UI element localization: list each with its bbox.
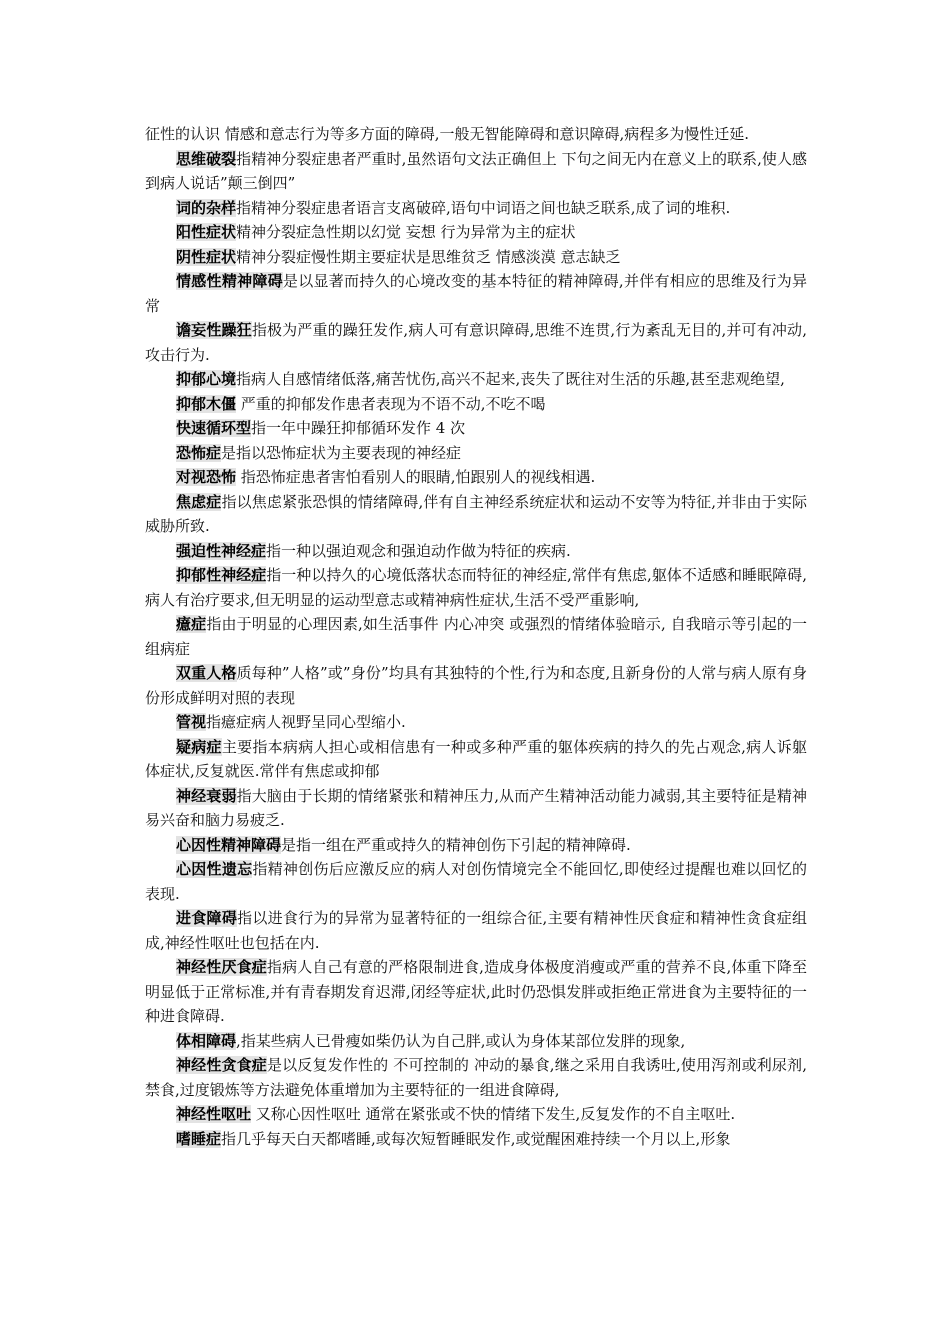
entry-definition: 指精神分裂症患者语言支离破碎,语句中词语之间也缺乏联系,成了词的堆积. — [236, 198, 731, 217]
entry-definition: 指大脑由于长期的情绪紧张和精神压力,从而产生精神活动能力减弱,其主要特征是精神易兴奋和脑力易疲乏. — [145, 786, 807, 829]
entry-term: 癔症 — [176, 615, 207, 633]
entry-paragraph — [145, 1102, 807, 1127]
entry-definition: 严重的抑郁发作患者表现为不语不动,不吃不喝 — [236, 394, 546, 413]
entry-definition: 精神分裂症慢性期主要症状是思维贫乏 情感淡漠 意志缺乏 — [236, 247, 621, 266]
entry-term: 强迫性神经症 — [176, 541, 267, 560]
entry-term: 神经性贪食症 — [176, 1056, 267, 1074]
entry-definition: 指几乎每天白天都嗜睡,或每次短暂睡眠发作,或觉醒困难持续一个月以上,形象 — [221, 1129, 731, 1148]
entry-term: 谵妄性躁狂 — [176, 321, 252, 339]
entry-definition: 指精神分裂症患者严重时,虽然语句文法正确但上 下句之间无内在意义上的联系,使人感到病人说话”颠三倒四” — [145, 149, 807, 192]
entry-term: 阴性症状 — [176, 247, 237, 266]
entry-definition: 指病人自己有意的严格限制进食,造成身体极度消瘦或严重的营养不良,体重下降至明显低于正常标准,并有青春期发育迟滞,闭经等症状,此时仍恐惧发胖或拒绝正常进食为主要特征的一种进食障碍. — [145, 958, 807, 1025]
entry-term: 思维破裂 — [176, 149, 237, 168]
entry-paragraph — [145, 539, 807, 564]
intro-paragraph: 征性的认识 情感和意志行为等多方面的障碍,一般无智能障碍和意识障碍,病程多为慢性迁延. — [145, 125, 750, 143]
entry-definition: 指恐怖症患者害怕看别人的眼睛,怕跟别人的视线相遇. — [236, 468, 596, 486]
entry-term: 词的杂样 — [176, 198, 237, 217]
entry-term: 疑病症 — [176, 737, 222, 756]
entry-definition: 指一种以持久的心境低落状态而特征的神经症,常伴有焦虑,躯体不适感和睡眠障碍,病人有治疗要求,但无明显的运动型意志或精神病性症状,生活不受严重影响, — [145, 566, 807, 609]
entry-paragraph — [145, 661, 807, 710]
entry-paragraph — [145, 318, 807, 367]
entry-term: 体相障碍 — [176, 1031, 237, 1050]
entry-paragraph — [145, 416, 807, 441]
entry-term: 神经性厌食症 — [176, 958, 267, 976]
entry-term: 快速循环型 — [176, 419, 252, 437]
entry-paragraph — [145, 906, 807, 955]
entry-term: 阳性症状 — [176, 223, 237, 241]
entry-paragraph — [145, 735, 807, 784]
entry-definition: 是指以恐怖症状为主要表现的神经症 — [221, 443, 462, 462]
document-page — [145, 122, 807, 1151]
entry-paragraph — [145, 710, 807, 735]
entry-term: 神经衰弱 — [176, 786, 237, 805]
entry-term: 抑郁性神经症 — [176, 566, 267, 584]
entry-term: 对视恐怖 — [176, 468, 237, 486]
entry-term: 焦虑症 — [176, 492, 222, 511]
entry-paragraph — [145, 392, 807, 417]
entry-paragraph — [145, 245, 807, 270]
entry-paragraph — [145, 1029, 807, 1054]
entry-term: 抑郁木僵 — [176, 394, 237, 413]
entry-definition: 指一年中躁狂抑郁循环发作 4 次 — [251, 419, 466, 437]
entry-paragraph — [145, 784, 807, 833]
entry-paragraph — [145, 196, 807, 221]
entry-paragraph — [145, 490, 807, 539]
entry-term: 进食障碍 — [176, 909, 238, 927]
entry-definition: ,指某些病人已骨瘦如柴仍认为自己胖,或认为身体某部位发胖的现象, — [236, 1031, 686, 1050]
entry-definition: 主要指本病病人担心或相信患有一种或多种严重的躯体疾病的持久的先占观念,病人诉躯体症状,反复就医.常伴有焦虑或抑郁 — [145, 737, 807, 780]
entry-definition: 指以焦虑紧张恐惧的情绪障碍,伴有自主神经系统症状和运动不安等为特征,并非由于实际威胁所致. — [145, 492, 807, 535]
entry-term: 恐怖症 — [176, 443, 222, 462]
entry-paragraph — [145, 147, 807, 196]
entry-definition: 是以反复发作性的 不可控制的 冲动的暴食,继之采用自我诱吐,使用泻剂或利尿剂,禁食,过度锻炼等方法避免体重增加为主要特征的一组进食障碍, — [145, 1056, 807, 1099]
entry-definition: 指以进食行为的异常为显著特征的一组综合征,主要有精神性厌食症和精神性贪食症组成,神经性呕吐也包括在内. — [145, 909, 807, 952]
entry-paragraph — [145, 857, 807, 906]
entry-term: 神经性呕吐 — [176, 1105, 252, 1123]
entry-paragraph — [145, 833, 807, 858]
entry-term: 双重人格 — [176, 664, 237, 682]
entry-term: 心因性遗忘 — [176, 860, 253, 878]
entry-paragraph — [145, 367, 807, 392]
entry-definition: 指由于明显的心理因素,如生活事件 内心冲突 或强烈的情绪体验暗示, 自我暗示等引起的一组病症 — [145, 615, 807, 658]
entry-paragraph — [145, 612, 807, 661]
entry-term: 管视 — [176, 713, 207, 731]
entry-definition: 是指一组在严重或持久的精神创伤下引起的精神障碍. — [281, 835, 631, 854]
entry-paragraph — [145, 955, 807, 1029]
entry-term: 情感性精神障碍 — [176, 272, 283, 290]
entry-definition: 是以显著而持久的心境改变的基本特征的精神障碍,并伴有相应的思维及行为异常 — [145, 272, 807, 315]
entry-definition: 指病人自感情绪低落,痛苦忧伤,高兴不起来,丧失了既往对生活的乐趣,甚至悲观绝望, — [236, 370, 785, 388]
entry-paragraph — [145, 441, 807, 466]
entry-definition: 指极为严重的躁狂发作,病人可有意识障碍,思维不连贯,行为紊乱无目的,并可有冲动, 攻击行为. — [145, 321, 807, 364]
entry-paragraph — [145, 563, 807, 612]
entry-definition: 指精神创伤后应激反应的病人对创伤情境完全不能回忆,即使经过提醒也难以回忆的表现. — [145, 860, 807, 903]
entry-paragraph — [145, 220, 807, 245]
entry-definition: 精神分裂症急性期以幻觉 妄想 行为异常为主的症状 — [236, 223, 576, 241]
entry-paragraph — [145, 269, 807, 318]
entry-definition: 指癔症病人视野呈同心型缩小. — [206, 713, 406, 731]
entry-term: 心因性精神障碍 — [176, 835, 282, 854]
entry-paragraph — [145, 465, 807, 490]
entry-term: 抑郁心境 — [176, 370, 237, 388]
entry-definition: 又称心因性呕吐 通常在紧张或不快的情绪下发生,反复发作的不自主呕吐. — [251, 1105, 736, 1123]
entry-paragraph — [145, 1053, 807, 1102]
entry-term: 嗜睡症 — [176, 1129, 222, 1148]
entry-paragraph — [145, 1127, 807, 1152]
entry-definition: 质每种”人格”或”身份”均具有其独特的个性,行为和态度,且新身份的人常与病人原有身份形成鲜明对照的表现 — [145, 664, 807, 707]
entry-definition: 指一种以强迫观念和强迫动作做为特征的疾病. — [266, 541, 571, 560]
